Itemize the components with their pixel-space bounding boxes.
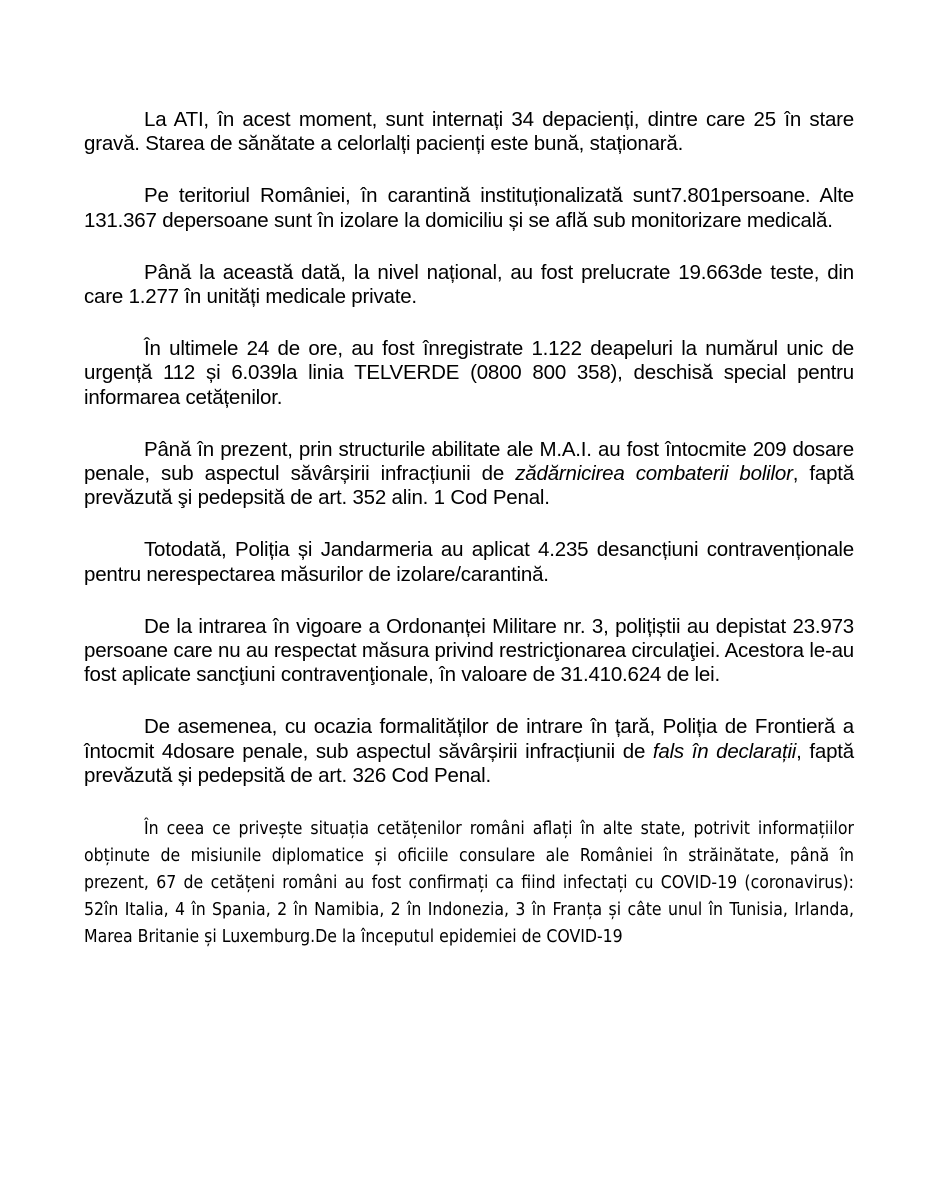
paragraph-text: , faptă prevăzută și pedepsită de art. 326 Cod Penal. bbox=[84, 739, 854, 787]
paragraph-sanctiuni bbox=[84, 538, 854, 586]
paragraph-text: În ultimele 24 de ore, au fost înregistrate 1.122 deapeluri la numărul unic de urgență 112 și 6.039la linia TELVERDE (0800 800 358), deschisă special pentru informarea cetățenilor. bbox=[84, 337, 854, 409]
paragraph-dosare-mai bbox=[84, 438, 854, 511]
paragraph-text: Totodată, Poliția și Jandarmeria au aplicat 4.235 desancțiuni contravenționale pentru nerespectarea măsurilor de izolare/carantină. bbox=[84, 538, 854, 586]
document-page bbox=[84, 108, 854, 979]
paragraph-carantina bbox=[84, 184, 854, 232]
paragraph-text: În ceea ce privește situația cetățenilor români aflați în alte state, potrivit informațiilor obținute de misiunile diplomatice și oficiile consulare ale României în străinătate, până în prezent, 67 de cetățeni români au fost confirmați ca fiind infectați cu COVID-19 (coronavirus): 52în Italia, 4 în Spania, 2 în Namibia, 2 în Indonezia, 3 în Franța și câte unul în Tunisia, Irlanda, Marea Britanie și Luxemburg.De la începutul epidemiei de COVID-19 bbox=[84, 819, 854, 948]
paragraph-text: Pe teritoriul României, în carantină instituționalizată sunt7.801persoane. Alte 131.367 depersoane sunt în izolare la domiciliu și se află sub monitorizare medicală. bbox=[84, 184, 854, 232]
paragraph-text: Până la această dată, la nivel național, au fost prelucrate 19.663de teste, din care 1.277 în unități medicale private. bbox=[84, 260, 854, 309]
paragraph-frontiera bbox=[84, 715, 854, 788]
paragraph-apeluri bbox=[84, 337, 854, 410]
italic-offense-name: fals în declarații bbox=[652, 739, 797, 763]
italic-offense-name: zădărnicirea combaterii bolilor bbox=[515, 462, 793, 486]
paragraph-text: De la intrarea în vigoare a Ordonanței Militare nr. 3, polițiștii au depistat 23.973 persoane care nu au respectat măsura privind restricţionarea circulaţiei. Acestora le-au fost aplicate sancţiuni contravenţionale, în valoare de 31.410.624 de lei. bbox=[84, 614, 854, 687]
paragraph-text: Până în prezent, prin structurile abilitate ale M.A.I. au fost întocmite 209 dosare penale, sub aspectul săvârșirii infracțiunii de bbox=[84, 437, 854, 486]
paragraph-strainatate bbox=[84, 816, 854, 951]
paragraph-ati bbox=[84, 108, 854, 156]
paragraph-text: , faptă prevăzută şi pedepsită de art. 352 alin. 1 Cod Penal. bbox=[84, 462, 854, 510]
paragraph-text: De asemenea, cu ocazia formalităților de intrare în țară, Poliția de Frontieră a întocmit 4dosare penale, sub aspectul săvârșirii infracțiunii de bbox=[84, 715, 854, 763]
paragraph-ordonanta bbox=[84, 615, 854, 688]
paragraph-teste bbox=[84, 261, 854, 309]
paragraph-text: La ATI, în acest moment, sunt internați 34 depacienți, dintre care 25 în stare gravă. Starea de sănătate a celorlalți pacienți este bună, staționară. bbox=[84, 108, 854, 156]
